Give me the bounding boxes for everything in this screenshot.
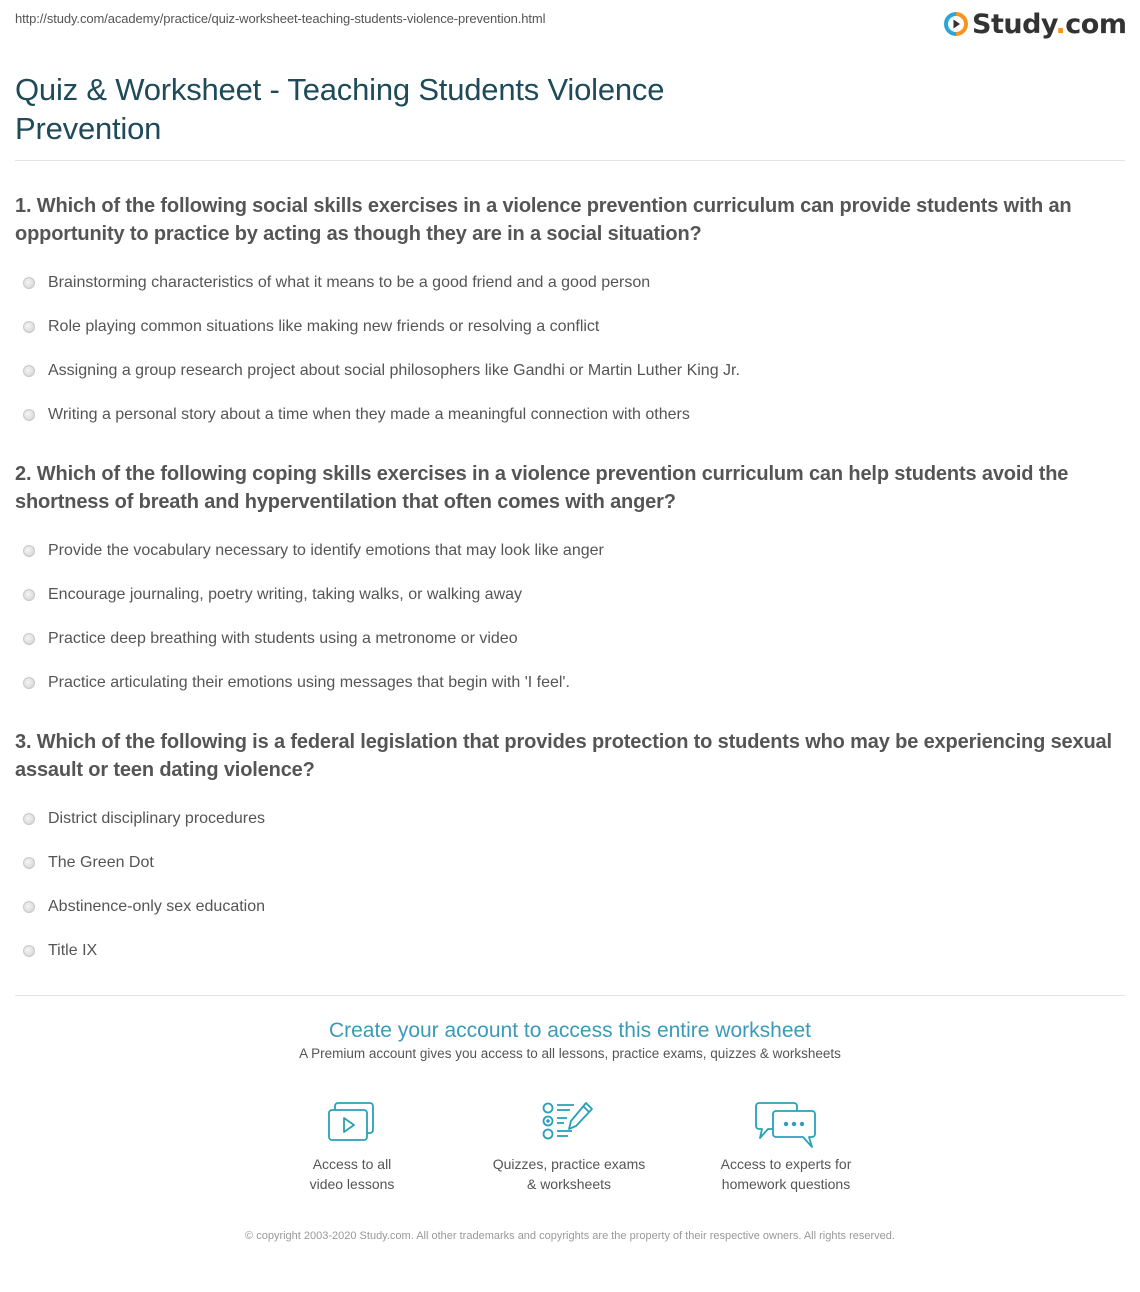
- feature-label: Access to experts for homework questions: [720, 1156, 852, 1192]
- question-text: 3. Which of the following is a federal legislation that provides protection to students who may be experiencing sexual assault or teen dating violence?: [15, 731, 1112, 781]
- cta-subtitle: A Premium account gives you access to all lessons, practice exams, quizzes & worksheets: [299, 1046, 841, 1061]
- feature-quizzes: [469, 1100, 669, 1194]
- quiz-checklist-icon: [539, 1100, 599, 1144]
- answer-option[interactable]: [23, 841, 1125, 885]
- radio-button[interactable]: [23, 857, 35, 869]
- answer-option[interactable]: [23, 573, 1125, 617]
- cta-title[interactable]: Create your account to access this entire worksheet: [328, 1019, 812, 1042]
- answer-label: Title IX: [48, 942, 98, 959]
- answer-option[interactable]: [23, 529, 1125, 573]
- radio-button[interactable]: [23, 677, 35, 689]
- signup-cta: [0, 1017, 1140, 1061]
- radio-button[interactable]: [23, 321, 35, 333]
- answer-label: District disciplinary procedures: [48, 810, 265, 827]
- question-text: 1. Which of the following social skills exercises in a violence prevention curriculum can provide students with an opportunity to practice by acting as though they are in a social situation?: [15, 195, 1072, 245]
- question-1: [15, 192, 1125, 437]
- answer-label: Practice deep breathing with students using a metronome or video: [48, 630, 518, 647]
- question-2: [15, 460, 1125, 705]
- answer-label: Provide the vocabulary necessary to identify emotions that may look like anger: [48, 542, 604, 559]
- answer-option[interactable]: [23, 261, 1125, 305]
- feature-label: Access to all video lessons: [309, 1156, 395, 1192]
- study-logo[interactable]: [944, 6, 1127, 42]
- answer-option[interactable]: [23, 617, 1125, 661]
- play-circle-icon: [944, 12, 968, 36]
- page-url: http://study.com/academy/practice/quiz-worksheet-teaching-students-violence-prevention.html: [15, 11, 546, 26]
- page-title: Quiz & Worksheet - Teaching Students Violence Prevention: [15, 72, 665, 146]
- answer-label: Encourage journaling, poetry writing, taking walks, or walking away: [48, 586, 523, 603]
- answer-list: [15, 261, 1125, 437]
- section-divider: [15, 995, 1125, 996]
- video-lessons-icon: [326, 1100, 378, 1144]
- answer-option[interactable]: [23, 349, 1125, 393]
- answer-list: [15, 797, 1125, 973]
- answer-label: Practice articulating their emotions using messages that begin with 'I feel'.: [48, 674, 570, 691]
- answer-option[interactable]: [23, 305, 1125, 349]
- answer-option[interactable]: [23, 929, 1125, 973]
- radio-button[interactable]: [23, 365, 35, 377]
- radio-button[interactable]: [23, 633, 35, 645]
- chat-bubbles-icon: [754, 1100, 818, 1150]
- feature-video-lessons: [252, 1100, 452, 1194]
- answer-option[interactable]: [23, 661, 1125, 705]
- answer-label: Assigning a group research project about social philosophers like Gandhi or Martin Luther King Jr.: [48, 362, 740, 379]
- title-divider: [15, 160, 1125, 161]
- copyright-notice: © copyright 2003-2020 Study.com. All other trademarks and copyrights are the property of their respective owners. All rights reserved.: [245, 1230, 895, 1242]
- answer-label: Abstinence-only sex education: [48, 898, 266, 915]
- question-3: [15, 728, 1125, 973]
- answer-label: Role playing common situations like making new friends or resolving a conflict: [48, 318, 600, 335]
- answer-label: Writing a personal story about a time when they made a meaningful connection with others: [48, 406, 690, 423]
- answer-list: [15, 529, 1125, 705]
- radio-button[interactable]: [23, 545, 35, 557]
- answer-option[interactable]: [23, 797, 1125, 841]
- radio-button[interactable]: [23, 813, 35, 825]
- answer-option[interactable]: [23, 885, 1125, 929]
- answer-option[interactable]: [23, 393, 1125, 437]
- answer-label: The Green Dot: [48, 854, 154, 871]
- feature-experts: [686, 1100, 886, 1194]
- premium-features: [0, 1100, 1140, 1210]
- radio-button[interactable]: [23, 409, 35, 421]
- radio-button[interactable]: [23, 277, 35, 289]
- answer-label: Brainstorming characteristics of what it means to be a good friend and a good person: [48, 274, 651, 291]
- radio-button[interactable]: [23, 901, 35, 913]
- radio-button[interactable]: [23, 945, 35, 957]
- logo-wordmark: Study.com: [972, 8, 1127, 40]
- radio-button[interactable]: [23, 589, 35, 601]
- question-text: 2. Which of the following coping skills exercises in a violence prevention curriculum can help students avoid the shortness of breath and hyperventilation that often comes with anger?: [15, 463, 1069, 513]
- feature-label: Quizzes, practice exams & worksheets: [492, 1156, 646, 1192]
